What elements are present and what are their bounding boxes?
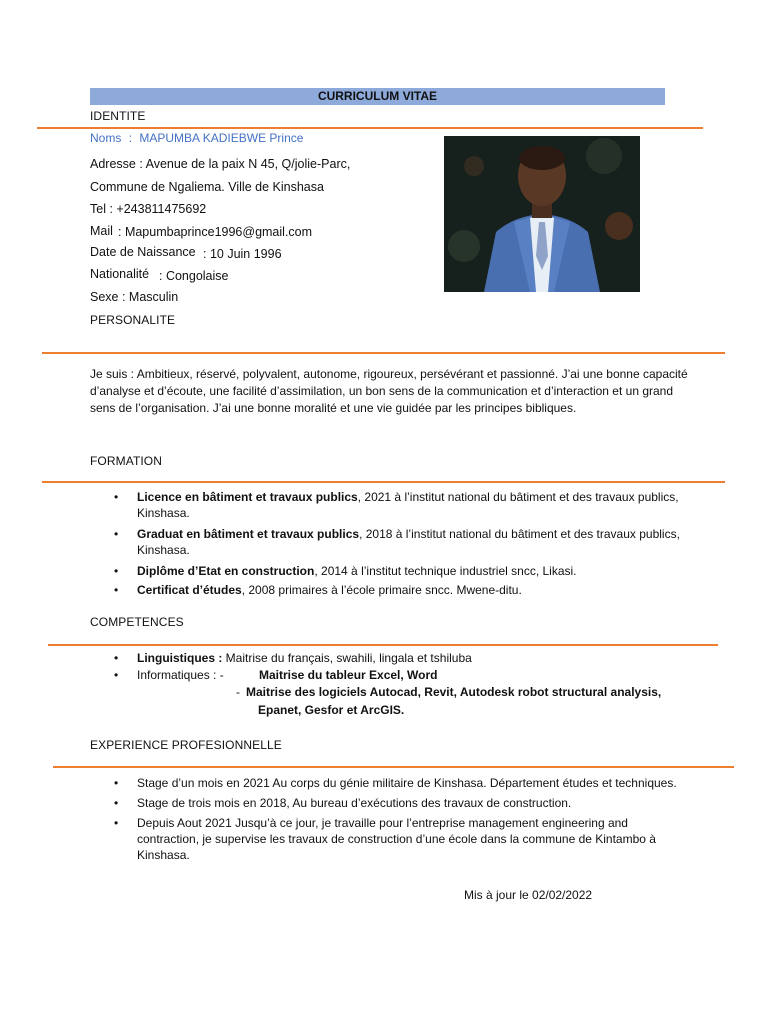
informatiques-line-2a: Maitrise des logiciels [246, 685, 370, 699]
nationalite-label: Nationalité [90, 267, 150, 281]
informatiques-label: Informatiques : - [137, 668, 224, 682]
formation-degree: Licence en bâtiment et travaux publics [137, 490, 358, 504]
formation-item [114, 563, 685, 579]
section-personalite: PERSONALITE [90, 313, 176, 327]
bullet: • [114, 668, 119, 682]
linguistiques-value: Maitrise du français, swahili, lingala et tshiluba [222, 651, 472, 665]
formation-item [114, 582, 685, 598]
noms-label: Noms [90, 131, 122, 145]
noms-separator: : [128, 131, 133, 145]
divider-personalite [42, 352, 725, 354]
bullet: • [114, 490, 119, 504]
formation-list [114, 489, 685, 598]
bullet: • [114, 527, 119, 541]
informatiques-dash: - [236, 685, 240, 699]
cv-title: CURRICULUM VITAE [90, 88, 665, 105]
nationalite-value: : Congolaise [159, 269, 229, 283]
adresse-line-1: Adresse : Avenue de la paix N 45, Q/jolie-Parc, [90, 157, 351, 171]
informatiques-line-3: Epanet, Gesfor et ArcGIS. [258, 703, 405, 717]
linguistiques-row [137, 651, 472, 665]
bullet: • [114, 583, 119, 597]
section-experience: EXPERIENCE PROFESIONNELLE [90, 738, 282, 752]
experience-text: Stage de trois mois en 2018, Au bureau d’exécutions des travaux de construction. [137, 796, 572, 810]
bullet: • [114, 651, 119, 665]
profile-photo [444, 136, 640, 292]
tel-row [90, 202, 206, 216]
section-identite: IDENTITE [90, 109, 146, 123]
experience-item [114, 775, 682, 791]
formation-item [114, 526, 685, 558]
formation-degree: Diplôme d’Etat en construction [137, 564, 315, 578]
formation-degree: Graduat en bâtiment et travaux publics [137, 527, 360, 541]
bullet: • [114, 816, 119, 830]
formation-detail: , 2018 à l’institut national du bâtiment et des travaux publics, Kinshasa. [137, 527, 680, 557]
formation-detail: , 2008 primaires à l’école primaire sncc. Mwene-ditu. [241, 583, 522, 597]
section-formation: FORMATION [90, 454, 163, 468]
divider-formation [42, 481, 725, 483]
divider-competences [48, 644, 718, 646]
naissance-label: Date de Naissance [90, 245, 196, 259]
bullet: • [114, 564, 119, 578]
experience-item [114, 815, 682, 863]
informatiques-line-2 [246, 685, 661, 699]
formation-degree: Certificat d’études [137, 583, 242, 597]
adresse-line-2: Commune de Ngaliema. Ville de Kinshasa [90, 180, 324, 194]
section-competences: COMPETENCES [90, 615, 184, 629]
informatiques-line-1: Maitrise du tableur Excel, Word [259, 668, 438, 682]
experience-item [114, 795, 682, 811]
sexe-row: Sexe : Masculin [90, 290, 179, 304]
updated-date: Mis à jour le 02/02/2022 [464, 888, 593, 902]
divider-experience [53, 766, 734, 768]
naissance-value: : 10 Juin 1996 [203, 247, 282, 261]
formation-detail: , 2021 à l’institut national du bâtiment et des travaux publics, Kinshasa. [137, 490, 679, 520]
personalite-text: Je suis : Ambitieux, réservé, polyvalent, autonome, rigoureux, persévérant et passionné. J’ai une bonne capacité d’analyse et d’écoute, une facilité d’assimilation, un bon sens de la communication et d’interaction et un grand sens de l’organisation. J’ai une bonne moralité et une vie guidée par les principes bibliques. [90, 367, 688, 415]
noms-row [90, 131, 303, 145]
formation-item [114, 489, 685, 521]
informatiques-line-2b: Autocad, Revit, Autodesk robot structural analysis, [369, 685, 662, 699]
experience-list [114, 775, 682, 863]
linguistiques-label: Linguistiques : [137, 651, 223, 665]
experience-text: Depuis Aout 2021 Jusqu’à ce jour, je travaille pour l’entreprise management engineering and contraction, je supervise les travaux de construction d’une école dans la commune de Kintambo à Kinshasa. [137, 816, 656, 862]
bullet: • [114, 796, 119, 810]
tel-label: Tel : [90, 202, 113, 216]
experience-text: Stage d’un mois en 2021 Au corps du génie militaire de Kinshasa. Département études et techniques. [137, 776, 677, 790]
tel-value: +243811475692 [116, 202, 207, 216]
formation-detail: , 2014 à l’institut technique industriel sncc, Likasi. [314, 564, 577, 578]
mail-value: : Mapumbaprince1996@gmail.com [118, 225, 313, 239]
noms-value: MAPUMBA KADIEBWE Prince [139, 131, 304, 145]
divider-identite [37, 127, 703, 129]
bullet: • [114, 776, 119, 790]
mail-label: Mail [90, 224, 113, 238]
